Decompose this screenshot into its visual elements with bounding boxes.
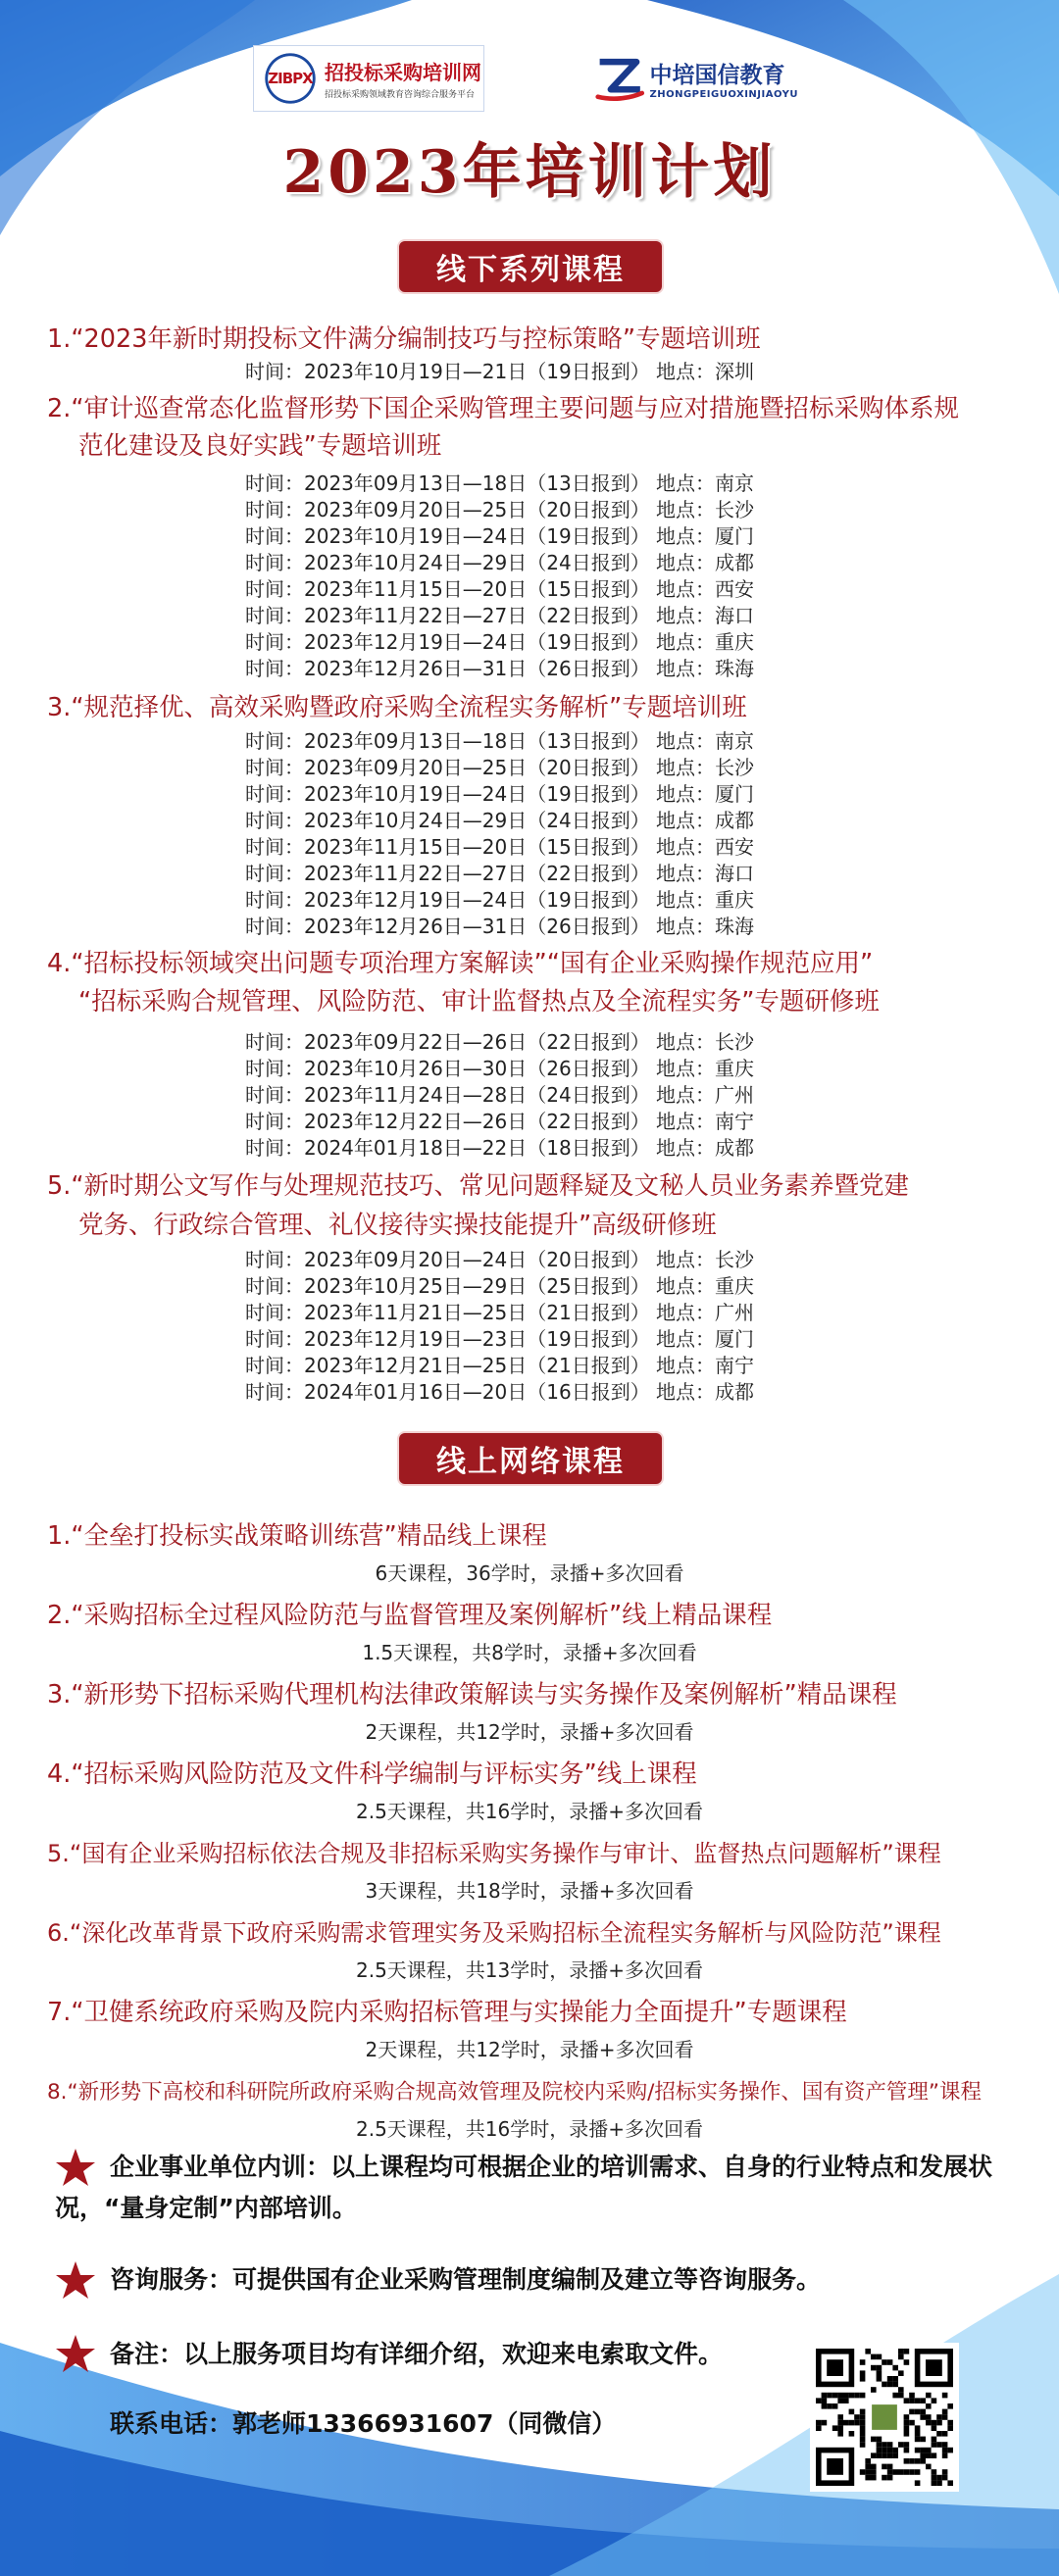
qr-module	[932, 2398, 937, 2403]
qr-module	[904, 2458, 910, 2464]
qr-module	[904, 2349, 910, 2354]
session-row: 时间：2023年09月13日—18日（13日报到） 地点：南京	[245, 729, 755, 753]
qr-module	[932, 2420, 937, 2426]
remark-note: 备注：以上服务项目均有详细介绍，欢迎来电索取文件。	[110, 2340, 724, 2368]
qr-module	[904, 2398, 910, 2403]
offline-course-4-title: 4.“招标投标领域突出问题专项治理方案解读”“国有企业采购操作规范应用”	[47, 949, 874, 978]
qr-module	[892, 2365, 898, 2371]
qr-module	[877, 2370, 882, 2376]
qr-module	[932, 2425, 937, 2431]
contact-phone: 联系电话：郭老师13366931607（同微信）	[110, 2409, 617, 2438]
qr-module	[932, 2442, 937, 2448]
qr-module	[898, 2354, 904, 2360]
qr-module	[837, 2398, 843, 2403]
qr-module	[926, 2393, 932, 2399]
offline-course-5-title-cont: 党务、行政综合管理、礼仪接待实操技能提升”高级研修班	[78, 1211, 717, 1240]
session-row: 时间：2024年01月16日—20日（16日报到） 地点：成都	[245, 1380, 755, 1404]
qr-module	[932, 2437, 937, 2443]
qr-module	[849, 2393, 855, 2399]
zhongpei-logo	[592, 45, 798, 112]
qr-module	[882, 2382, 887, 2388]
qr-module	[909, 2398, 915, 2403]
qr-module	[904, 2359, 910, 2365]
zibpx-name: 招投标采购培训网	[325, 61, 481, 84]
online-course-8-title: 8.“新形势下高校和科研院所政府采购合规高效管理及院校内采购/招标实务操作、国有资产管理”课程	[47, 2080, 983, 2105]
session-row: 时间：2023年12月21日—25日（21日报到） 地点：南宁	[245, 1354, 755, 1377]
qr-module	[860, 2370, 866, 2376]
qr-module	[887, 2475, 893, 2481]
session-row: 时间：2023年10月24日—29日（24日报到） 地点：成都	[245, 809, 755, 832]
qr-module	[837, 2425, 843, 2431]
qr-module	[854, 2414, 860, 2420]
offline-section-heading: 线下系列课程	[397, 239, 664, 294]
offline-course-3-title: 3.“规范择优、高效采购暨政府采购全流程实务解析”专题培训班	[47, 693, 747, 722]
qr-module	[904, 2448, 910, 2453]
session-row: 时间：2023年11月15日—20日（15日报到） 地点：西安	[245, 577, 755, 601]
online-course-3-title: 3.“新形势下招标采购代理机构法律政策解读与实务操作及案例解析”精品课程	[47, 1680, 897, 1709]
internal-training-note: 企业事业单位内训：以上课程均可根据企业的培训需求、自身的行业特点和发展状况，“量身定制”内部培训。	[55, 2153, 993, 2222]
qr-module	[816, 2398, 822, 2403]
qr-module	[837, 2393, 843, 2399]
qr-module	[898, 2469, 904, 2475]
qr-module	[915, 2409, 921, 2415]
qr-module	[871, 2475, 877, 2481]
qr-module	[898, 2370, 904, 2376]
online-course-6-title: 6.“深化改革背景下政府采购需求管理实务及采购招标全流程实务解析与风险防范”课程	[47, 1919, 941, 1947]
online-section-heading: 线上网络课程	[397, 1431, 664, 1486]
qr-module	[926, 2448, 932, 2453]
qr-module	[843, 2393, 849, 2399]
online-course-1-title: 1.“全垒打投标实战策略训练营”精品线上课程	[47, 1521, 547, 1551]
qr-module	[947, 2448, 953, 2453]
qr-module	[865, 2475, 871, 2481]
qr-module	[892, 2469, 898, 2475]
qr-module	[816, 2425, 822, 2431]
qr-module	[947, 2420, 953, 2426]
qr-module	[882, 2475, 887, 2481]
qr-module	[860, 2393, 866, 2399]
qr-module	[936, 2442, 942, 2448]
session-row: 时间：2023年11月22日—27日（22日报到） 地点：海口	[245, 862, 755, 885]
qr-module	[932, 2475, 937, 2481]
qr-module	[860, 2437, 866, 2443]
qr-module	[832, 2393, 838, 2399]
qr-module	[860, 2469, 866, 2475]
session-row: 时间：2023年11月22日—27日（22日报到） 地点：海口	[245, 604, 755, 627]
qr-module	[915, 2431, 921, 2437]
session-row: 时间：2023年10月19日—24日（19日报到） 地点：厦门	[245, 782, 755, 806]
qr-module	[942, 2452, 948, 2458]
qr-module	[942, 2393, 948, 2399]
qr-module	[882, 2464, 887, 2470]
qr-module	[827, 2403, 832, 2409]
qr-module	[947, 2403, 953, 2409]
qr-module	[920, 2437, 926, 2443]
qr-module	[904, 2431, 910, 2437]
qr-module	[877, 2448, 882, 2453]
qr-module	[947, 2480, 953, 2486]
qr-module	[947, 2425, 953, 2431]
qr-module	[920, 2409, 926, 2415]
qr-module	[892, 2382, 898, 2388]
qr-module	[887, 2382, 893, 2388]
online-course-5-detail: 3天课程，共18学时，录播+多次回看	[365, 1879, 694, 1903]
qr-module	[877, 2376, 882, 2382]
qr-module	[915, 2425, 921, 2431]
online-course-8-detail: 2.5天课程，共16学时，录播+多次回看	[355, 2117, 703, 2141]
qr-module	[904, 2420, 910, 2426]
qr-module	[871, 2452, 877, 2458]
qr-module	[871, 2365, 877, 2371]
qr-module	[832, 2403, 838, 2409]
qr-module	[877, 2365, 882, 2371]
qr-module	[926, 2403, 932, 2409]
qr-module	[909, 2420, 915, 2426]
session-row: 时间：2023年09月22日—26日（22日报到） 地点：长沙	[245, 1030, 755, 1054]
qr-module	[849, 2409, 855, 2415]
qr-module	[871, 2354, 877, 2360]
qr-module	[920, 2458, 926, 2464]
qr-module	[843, 2398, 849, 2403]
session-row: 时间：2023年10月24日—29日（24日报到） 地点：成都	[245, 551, 755, 574]
qr-module	[837, 2420, 843, 2426]
qr-module	[822, 2398, 828, 2403]
qr-module	[926, 2420, 932, 2426]
session-row: 时间：2023年12月26日—31日（26日报到） 地点：珠海	[245, 915, 755, 938]
qr-module	[936, 2475, 942, 2481]
session-row: 时间：2023年11月21日—25日（21日报到） 地点：广州	[245, 1301, 755, 1324]
qr-module	[932, 2480, 937, 2486]
online-course-1-detail: 6天课程，36学时，录播+多次回看	[375, 1561, 684, 1585]
qr-module	[860, 2431, 866, 2437]
online-course-2-detail: 1.5天课程，共8学时，录播+多次回看	[362, 1641, 697, 1664]
qr-module	[942, 2409, 948, 2415]
qr-module	[882, 2442, 887, 2448]
star-icon	[55, 2333, 96, 2374]
qr-module	[877, 2442, 882, 2448]
consulting-note: 咨询服务：可提供国有企业采购管理制度编制及建立等咨询服务。	[110, 2265, 822, 2294]
session-row: 时间：2023年10月25日—29日（25日报到） 地点：重庆	[245, 1274, 755, 1298]
session-row: 时间：2023年11月15日—20日（15日报到） 地点：西安	[245, 835, 755, 859]
star-icon	[55, 2259, 96, 2301]
qr-module	[877, 2452, 882, 2458]
qr-module	[892, 2448, 898, 2453]
qr-module	[936, 2431, 942, 2437]
session-row: 时间：2024年01月18日—22日（18日报到） 地点：成都	[245, 1136, 755, 1160]
qr-module	[942, 2431, 948, 2437]
online-course-2-title: 2.“采购招标全过程风险防范与监督管理及案例解析”线上精品课程	[47, 1601, 773, 1630]
qr-code[interactable]	[810, 2343, 959, 2492]
qr-module	[887, 2448, 893, 2453]
qr-module	[860, 2359, 866, 2365]
qr-module	[915, 2448, 921, 2453]
qr-module	[920, 2448, 926, 2453]
qr-module	[942, 2475, 948, 2481]
session-row: 时间：2023年11月24日—28日（24日报到） 地点：广州	[245, 1083, 755, 1107]
session-row: 时间：2023年10月26日—30日（26日报到） 地点：重庆	[245, 1057, 755, 1080]
zhongpei-name: 中培国信教育	[649, 63, 785, 88]
qr-module	[822, 2403, 828, 2409]
qr-module	[915, 2469, 921, 2475]
qr-module	[837, 2431, 843, 2437]
qr-module	[904, 2442, 910, 2448]
qr-module	[822, 2393, 828, 2399]
qr-module	[882, 2452, 887, 2458]
qr-module	[882, 2359, 887, 2365]
page-title: 2023年培训计划	[282, 138, 777, 207]
online-course-4-title: 4.“招标采购风险防范及文件科学编制与评标实务”线上课程	[47, 1759, 697, 1789]
qr-module	[915, 2437, 921, 2443]
offline-course-2-title-cont: 范化建设及良好实践”专题培训班	[78, 431, 442, 461]
qr-module	[898, 2393, 904, 2399]
session-row: 时间：2023年10月19日—21日（19日报到） 地点：深圳	[245, 360, 755, 383]
session-row: 时间：2023年09月20日—25日（20日报到） 地点：长沙	[245, 756, 755, 779]
qr-module	[816, 2420, 822, 2426]
qr-module	[942, 2414, 948, 2420]
online-course-7-detail: 2天课程，共12学时，录播+多次回看	[365, 2038, 694, 2061]
qr-code-pattern-icon	[816, 2349, 953, 2486]
qr-module	[827, 2393, 832, 2399]
qr-module	[904, 2425, 910, 2431]
qr-module	[920, 2452, 926, 2458]
offline-course-4-title-cont: “招标采购合规管理、风险防范、审计监督热点及全流程实务”专题研修班	[78, 987, 880, 1016]
session-row: 时间：2023年12月19日—24日（19日报到） 地点：重庆	[245, 630, 755, 654]
session-row: 时间：2023年10月19日—24日（19日报到） 地点：厦门	[245, 524, 755, 548]
qr-module	[904, 2414, 910, 2420]
qr-module	[909, 2469, 915, 2475]
qr-module	[865, 2464, 871, 2470]
qr-module	[854, 2393, 860, 2399]
zhongpei-pinyin: ZHONGPEIGUOXINJIAOYU	[649, 89, 798, 100]
online-course-4-detail: 2.5天课程，共16学时，录播+多次回看	[355, 1800, 703, 1823]
qr-module	[892, 2376, 898, 2382]
qr-module	[920, 2414, 926, 2420]
qr-module	[898, 2349, 904, 2354]
qr-module	[871, 2387, 877, 2393]
qr-module	[926, 2452, 932, 2458]
session-row: 时间：2023年12月19日—23日（19日报到） 地点：厦门	[245, 1327, 755, 1351]
qr-module	[865, 2349, 871, 2354]
qr-module	[926, 2414, 932, 2420]
qr-module	[909, 2393, 915, 2399]
qr-module	[915, 2458, 921, 2464]
qr-module	[936, 2420, 942, 2426]
qr-module	[915, 2398, 921, 2403]
qr-module	[887, 2376, 893, 2382]
qr-module	[877, 2437, 882, 2443]
qr-module	[860, 2376, 866, 2382]
session-row: 时间：2023年09月20日—24日（20日报到） 地点：长沙	[245, 1248, 755, 1271]
session-row: 时间：2023年12月26日—31日（26日报到） 地点：珠海	[245, 657, 755, 680]
qr-module	[822, 2420, 828, 2426]
qr-module	[909, 2458, 915, 2464]
offline-course-2-title: 2.“审计巡查常态化监督形势下国企采购管理主要问题与应对措施暨招标采购体系规	[47, 394, 960, 423]
qr-module	[871, 2464, 877, 2470]
qr-module	[849, 2431, 855, 2437]
qr-module	[860, 2414, 866, 2420]
qr-module	[932, 2469, 937, 2475]
qr-module	[887, 2359, 893, 2365]
session-row: 时间：2023年12月19日—24日（19日报到） 地点：重庆	[245, 888, 755, 912]
qr-module	[871, 2437, 877, 2443]
qr-module	[849, 2420, 855, 2426]
qr-module	[877, 2354, 882, 2360]
qr-module	[904, 2469, 910, 2475]
qr-module	[926, 2464, 932, 2470]
online-course-7-title: 7.“卫健系统政府采购及院内采购招标管理与实操能力全面提升”专题课程	[47, 1998, 847, 2027]
qr-module	[871, 2469, 877, 2475]
offline-course-5-title: 5.“新时期公文写作与处理规范技巧、常见问题释疑及文秘人员业务素养暨党建	[47, 1171, 910, 1201]
qr-module	[860, 2409, 866, 2415]
session-row: 时间：2023年12月22日—26日（22日报到） 地点：南宁	[245, 1110, 755, 1133]
qr-module	[892, 2452, 898, 2458]
online-course-6-detail: 2.5天课程，共13学时，录播+多次回看	[355, 1958, 703, 1982]
qr-module	[865, 2458, 871, 2464]
qr-module	[892, 2393, 898, 2399]
qr-module	[854, 2420, 860, 2426]
qr-module	[837, 2414, 843, 2420]
qr-module	[920, 2398, 926, 2403]
qr-module	[865, 2469, 871, 2475]
qr-module	[942, 2448, 948, 2453]
qr-module	[860, 2425, 866, 2431]
qr-module	[942, 2469, 948, 2475]
qr-module	[942, 2442, 948, 2448]
offline-course-1-title: 1.“2023年新时期投标文件满分编制技巧与控标策略”专题培训班	[47, 324, 761, 354]
qr-module	[898, 2442, 904, 2448]
zibpx-slogan: 招投标采购领域教育咨询综合服务平台	[325, 90, 476, 100]
qr-module	[887, 2464, 893, 2470]
qr-module	[909, 2409, 915, 2415]
qr-module	[898, 2387, 904, 2393]
session-row: 时间：2023年09月20日—25日（20日报到） 地点：长沙	[245, 498, 755, 521]
qr-module	[936, 2414, 942, 2420]
zhongpei-mark-icon	[594, 51, 645, 106]
online-course-3-detail: 2天课程，共12学时，录播+多次回看	[365, 1720, 694, 1744]
qr-module	[887, 2452, 893, 2458]
qr-module	[915, 2480, 921, 2486]
zibpx-badge: ZIBPX	[260, 52, 321, 105]
qr-module	[936, 2480, 942, 2486]
qr-module	[832, 2425, 838, 2431]
qr-module	[887, 2442, 893, 2448]
zibpx-logo	[253, 45, 484, 112]
qr-module	[843, 2420, 849, 2426]
qr-module	[882, 2448, 887, 2453]
qr-module	[887, 2469, 893, 2475]
session-row: 时间：2023年09月13日—18日（13日报到） 地点：南京	[245, 471, 755, 495]
qr-module	[932, 2452, 937, 2458]
qr-module	[860, 2442, 866, 2448]
online-course-5-title: 5.“国有企业采购招标依法合规及非招标采购实务操作与审计、监督热点问题解析”课程	[47, 1840, 941, 1867]
qr-module	[860, 2420, 866, 2426]
